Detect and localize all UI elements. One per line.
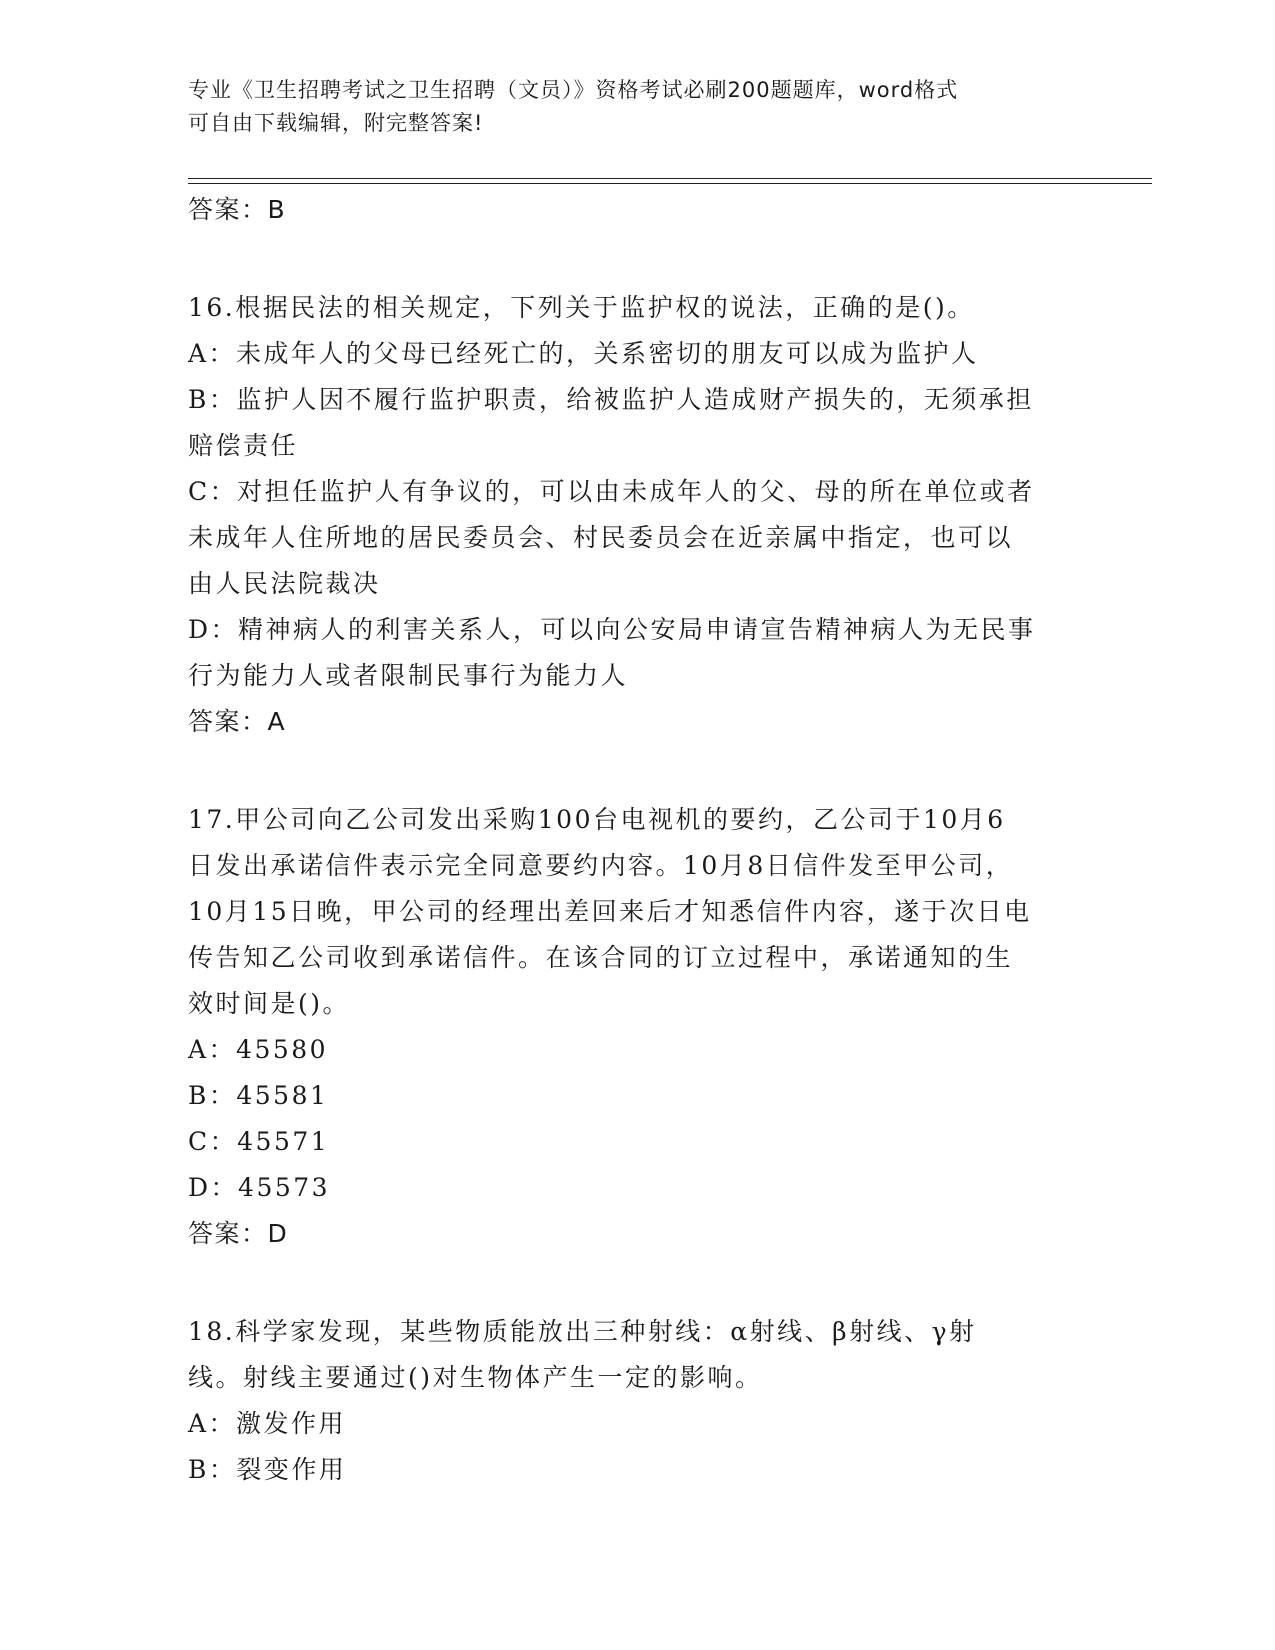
previous-answer: 答案：B	[188, 195, 287, 224]
question-17-option-b: B：45581	[188, 1081, 329, 1110]
question-content	[188, 187, 1088, 1493]
question-18-option-a: A：激发作用	[188, 1409, 347, 1438]
question-16-option-a: A：未成年人的父母已经死亡的，关系密切的朋友可以成为监护人	[188, 339, 979, 368]
question-18-stem-2: 线。射线主要通过()对生物体产生一定的影响。	[188, 1363, 763, 1392]
question-16	[188, 285, 1088, 745]
question-17	[188, 797, 1088, 1257]
question-16-answer: 答案：A	[188, 707, 287, 736]
question-17-option-a: A：45580	[188, 1035, 329, 1064]
question-17-option-d: D：45573	[188, 1173, 331, 1202]
question-16-option-c: C：对担任监护人有争议的，可以由未成年人的父、母的所在单位或者	[188, 477, 1035, 506]
question-16-option-b: B：监护人因不履行监护职责，给被监护人造成财产损失的，无须承担	[188, 385, 1034, 414]
header-line-1: 专业《卫生招聘考试之卫生招聘（文员）》资格考试必刷200题题库，word格式	[188, 78, 959, 102]
question-16-option-b-cont: 赔偿责任	[188, 431, 299, 460]
question-17-stem-5: 效时间是()。	[188, 989, 351, 1018]
question-16-option-c-cont: 未成年人住所地的居民委员会、村民委员会在近亲属中指定，也可以	[188, 523, 1014, 552]
question-17-answer: 答案：D	[188, 1219, 289, 1248]
question-17-stem-4: 传告知乙公司收到承诺信件。在该合同的订立过程中，承诺通知的生	[188, 943, 1014, 972]
question-16-option-d-cont: 行为能力人或者限制民事行为能力人	[188, 661, 629, 690]
question-18-stem-1: 18.科学家发现，某些物质能放出三种射线：α射线、β射线、γ射	[188, 1317, 977, 1346]
question-17-stem-2: 日发出承诺信件表示完全同意要约内容。10月8日信件发至甲公司，	[188, 851, 1014, 880]
question-18-option-b: B：裂变作用	[188, 1455, 347, 1484]
question-17-option-c: C：45571	[188, 1127, 330, 1156]
question-16-stem: 16.根据民法的相关规定，下列关于监护权的说法，正确的是()。	[188, 293, 975, 322]
question-18	[188, 1309, 1088, 1493]
question-16-option-d: D：精神病人的利害关系人，可以向公安局申请宣告精神病人为无民事	[188, 615, 1036, 644]
question-16-option-c-cont-2: 由人民法院裁决	[188, 569, 381, 598]
question-17-stem-3: 10月15日晚，甲公司的经理出差回来后才知悉信件内容，遂于次日电	[188, 897, 1032, 926]
header-divider-top	[188, 178, 1152, 179]
header-line-2: 可自由下载编辑，附完整答案!	[188, 111, 484, 135]
question-17-stem-1: 17.甲公司向乙公司发出采购100台电视机的要约，乙公司于10月6	[188, 805, 1006, 834]
header-divider-bottom	[188, 183, 1152, 184]
document-header	[188, 74, 1068, 140]
